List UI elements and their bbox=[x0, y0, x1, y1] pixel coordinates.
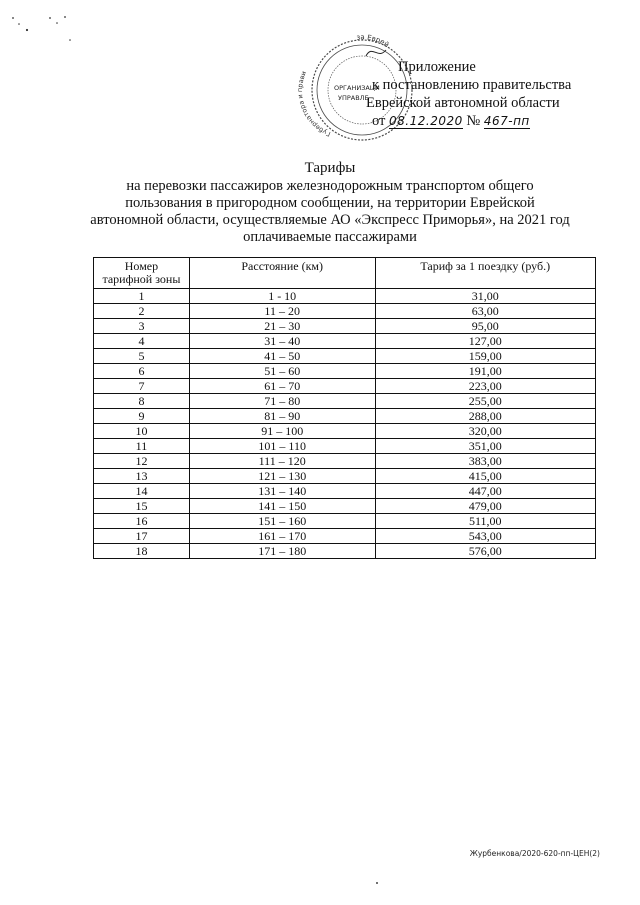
table-row bbox=[94, 514, 596, 529]
table-row bbox=[94, 334, 596, 349]
title-line-2: на перевозки пассажиров железнодорожным транспортом общего bbox=[126, 178, 534, 194]
cell-tariff: 223,00 bbox=[375, 379, 596, 394]
cell-zone: 4 bbox=[94, 334, 190, 349]
cell-tariff: 31,00 bbox=[375, 289, 596, 304]
scan-dot bbox=[376, 882, 378, 884]
appendix-decree: к постановлению правительства bbox=[372, 77, 572, 93]
cell-distance: 1 - 10 bbox=[189, 289, 375, 304]
cell-zone: 17 bbox=[94, 529, 190, 544]
svg-text:Губернатора и прави bbox=[296, 70, 332, 138]
title-line-5: оплачиваемые пассажирами bbox=[243, 229, 417, 245]
title-line-4: автономной области, осуществляемые АО «Экспресс Приморья», на 2021 год bbox=[90, 212, 570, 228]
cell-tariff: 479,00 bbox=[375, 499, 596, 514]
cell-zone: 11 bbox=[94, 439, 190, 454]
decree-number: 467-пп bbox=[483, 114, 530, 128]
cell-zone: 5 bbox=[94, 349, 190, 364]
cell-zone: 12 bbox=[94, 454, 190, 469]
cell-distance: 71 – 80 bbox=[189, 394, 375, 409]
cell-zone: 13 bbox=[94, 469, 190, 484]
cell-distance: 131 – 140 bbox=[189, 484, 375, 499]
cell-tariff: 288,00 bbox=[375, 409, 596, 424]
header-zone-line2: тарифной зоны bbox=[102, 272, 181, 286]
table-row bbox=[94, 379, 596, 394]
cell-zone: 16 bbox=[94, 514, 190, 529]
number-prefix: № bbox=[466, 113, 481, 129]
scan-specks bbox=[10, 14, 80, 44]
cell-tariff: 320,00 bbox=[375, 424, 596, 439]
seal-top-text: за Еврей bbox=[356, 33, 391, 50]
cell-zone: 3 bbox=[94, 319, 190, 334]
table-row bbox=[94, 529, 596, 544]
cell-distance: 171 – 180 bbox=[189, 544, 375, 559]
table-row bbox=[94, 439, 596, 454]
cell-tariff: 543,00 bbox=[375, 529, 596, 544]
title-heading: Тарифы bbox=[304, 160, 356, 176]
cell-distance: 151 – 160 bbox=[189, 514, 375, 529]
appendix-header bbox=[366, 58, 616, 130]
cell-distance: 111 – 120 bbox=[189, 454, 375, 469]
cell-zone: 9 bbox=[94, 409, 190, 424]
table-row bbox=[94, 304, 596, 319]
appendix-date-number bbox=[366, 112, 616, 130]
header-zone-line1: Номер bbox=[124, 259, 159, 273]
cell-zone: 15 bbox=[94, 499, 190, 514]
table-row bbox=[94, 454, 596, 469]
cell-tariff: 447,00 bbox=[375, 484, 596, 499]
header-tariff: Тариф за 1 поездку (руб.) bbox=[375, 258, 596, 289]
cell-distance: 161 – 170 bbox=[189, 529, 375, 544]
table-row bbox=[94, 484, 596, 499]
cell-tariff: 576,00 bbox=[375, 544, 596, 559]
title-line-3: пользования в пригородном сообщении, на территории Еврейской bbox=[125, 195, 535, 211]
cell-distance: 81 – 90 bbox=[189, 409, 375, 424]
cell-distance: 51 – 60 bbox=[189, 364, 375, 379]
table-header-row bbox=[94, 258, 596, 289]
cell-tariff: 351,00 bbox=[375, 439, 596, 454]
document-title bbox=[80, 160, 580, 246]
cell-distance: 21 – 30 bbox=[189, 319, 375, 334]
seal-inner-line1: ОРГАНИЗАЦИ bbox=[334, 84, 380, 92]
cell-distance: 11 – 20 bbox=[189, 304, 375, 319]
table-row bbox=[94, 424, 596, 439]
date-prefix: от bbox=[372, 113, 386, 129]
cell-distance: 121 – 130 bbox=[189, 469, 375, 484]
table-row bbox=[94, 349, 596, 364]
header-distance: Расстояние (км) bbox=[189, 258, 375, 289]
cell-tariff: 63,00 bbox=[375, 304, 596, 319]
cell-tariff: 415,00 bbox=[375, 469, 596, 484]
cell-zone: 14 bbox=[94, 484, 190, 499]
header-zone bbox=[94, 258, 190, 289]
cell-tariff: 255,00 bbox=[375, 394, 596, 409]
cell-distance: 61 – 70 bbox=[189, 379, 375, 394]
seal-left-text: Губернатора и прави bbox=[296, 69, 332, 139]
appendix-title: Приложение bbox=[398, 59, 476, 75]
cell-tariff: 127,00 bbox=[375, 334, 596, 349]
cell-distance: 91 – 100 bbox=[189, 424, 375, 439]
cell-tariff: 383,00 bbox=[375, 454, 596, 469]
table-row bbox=[94, 319, 596, 334]
appendix-region: Еврейской автономной области bbox=[366, 95, 560, 111]
cell-tariff: 159,00 bbox=[375, 349, 596, 364]
table-row bbox=[94, 364, 596, 379]
cell-zone: 2 bbox=[94, 304, 190, 319]
cell-tariff: 511,00 bbox=[375, 514, 596, 529]
cell-tariff: 95,00 bbox=[375, 319, 596, 334]
cell-distance: 31 – 40 bbox=[189, 334, 375, 349]
tariff-table bbox=[93, 257, 596, 559]
table-row bbox=[94, 544, 596, 559]
cell-distance: 101 – 110 bbox=[189, 439, 375, 454]
cell-zone: 7 bbox=[94, 379, 190, 394]
table-row bbox=[94, 289, 596, 304]
cell-distance: 41 – 50 bbox=[189, 349, 375, 364]
seal-inner-line2: УПРАВЛЕ bbox=[338, 94, 369, 102]
table-row bbox=[94, 409, 596, 424]
cell-tariff: 191,00 bbox=[375, 364, 596, 379]
cell-zone: 8 bbox=[94, 394, 190, 409]
cell-zone: 1 bbox=[94, 289, 190, 304]
cell-distance: 141 – 150 bbox=[189, 499, 375, 514]
cell-zone: 10 bbox=[94, 424, 190, 439]
cell-zone: 6 bbox=[94, 364, 190, 379]
table-body bbox=[94, 289, 596, 559]
table-row bbox=[94, 394, 596, 409]
cell-zone: 18 bbox=[94, 544, 190, 559]
table-row bbox=[94, 469, 596, 484]
footer-code: Журбенкова/2020-620-пп-ЦЕН(2) bbox=[469, 849, 600, 858]
decree-date: 08.12.2020 bbox=[389, 114, 463, 128]
table-row bbox=[94, 499, 596, 514]
